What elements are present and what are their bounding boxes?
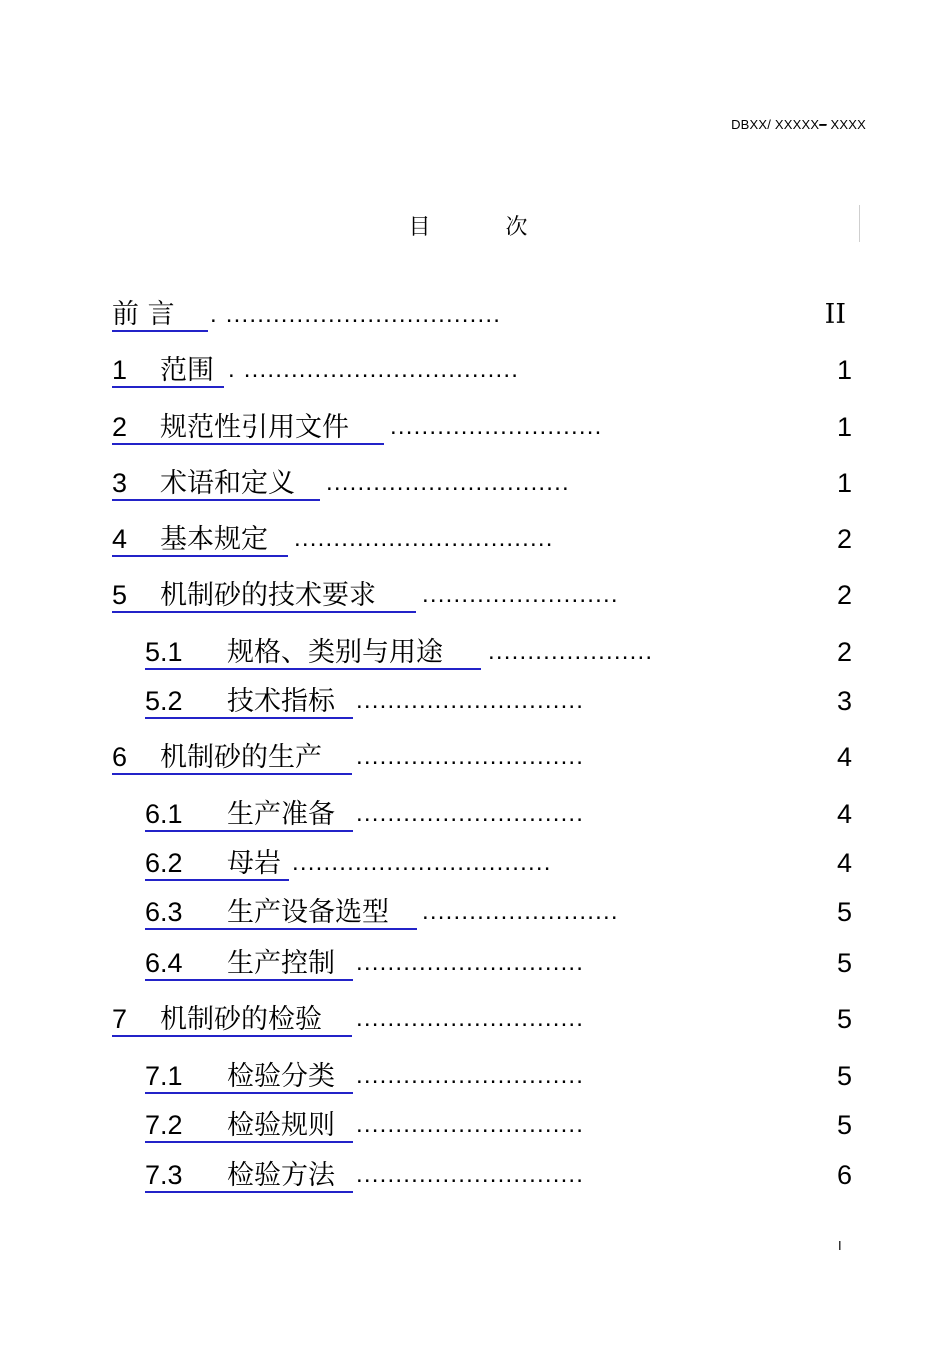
toc-entry-page-number: 6	[836, 1160, 852, 1190]
toc-entry-link[interactable]	[112, 353, 224, 388]
toc-entry-underline	[112, 443, 384, 445]
toc-entry-number: 7.2	[145, 1110, 183, 1140]
toc-entry-label: 生产准备	[227, 799, 335, 830]
toc-entry-leader-dots: .............................	[356, 1005, 585, 1032]
toc-entry-underline	[112, 773, 352, 775]
toc-entry-link[interactable]	[112, 410, 384, 445]
toc-entry-leader-dots: . ...................................	[228, 356, 520, 383]
toc-entry-page-number: 2	[836, 580, 852, 610]
toc-entry-number: 4	[112, 524, 128, 554]
toc-entry-number: 6.1	[145, 799, 183, 829]
toc-entry-label: 机制砂的检验	[160, 1004, 322, 1035]
toc-entry-number: 5	[112, 580, 128, 610]
toc-entry-underline	[145, 1191, 353, 1193]
toc-entry-leader-dots: .............................	[356, 743, 585, 770]
toc-entry-label: 技术指标	[227, 686, 335, 717]
toc-entry-number: 7.1	[145, 1061, 183, 1091]
toc-entry-link[interactable]	[145, 684, 353, 719]
toc-title: 目 次	[408, 215, 562, 240]
toc-entry-label: 母岩	[227, 848, 281, 879]
toc-entry-underline	[145, 1092, 353, 1094]
toc-entry-link[interactable]	[112, 466, 320, 501]
toc-entry-underline	[112, 499, 320, 501]
toc-entry-label: 基本规定	[160, 524, 268, 555]
toc-entry-page-number: 2	[836, 637, 852, 667]
toc-entry-page-number: 5	[836, 1004, 852, 1034]
toc-entry-page-number: 2	[836, 524, 852, 554]
toc-entry-label: 规格、类别与用途	[227, 637, 443, 668]
toc-entry-underline	[112, 330, 208, 332]
toc-entry-label: 检验分类	[227, 1061, 335, 1092]
toc-entry-page-number: 5	[836, 948, 852, 978]
toc-entry-number: 3	[112, 468, 128, 498]
toc-entry-label: 检验方法	[227, 1160, 335, 1191]
toc-entry-page-number: 5	[836, 1110, 852, 1140]
toc-entry-underline	[145, 879, 289, 881]
toc-entry-link[interactable]	[145, 895, 417, 930]
toc-entry-number: 7.3	[145, 1160, 183, 1190]
toc-entry-link[interactable]	[145, 635, 481, 670]
toc-entry-page-number: 1	[836, 412, 852, 442]
toc-entry-leader-dots: .............................	[356, 1062, 585, 1089]
toc-entry-number: 2	[112, 412, 128, 442]
toc-entry-page-number: 5	[836, 897, 852, 927]
toc-entry-label: 规范性引用文件	[160, 412, 349, 443]
toc-entry-link[interactable]	[145, 846, 289, 881]
toc-entry-link[interactable]	[112, 1002, 352, 1037]
toc-entry-number: 7	[112, 1004, 128, 1034]
toc-entry-leader-dots: .............................	[356, 1161, 585, 1188]
toc-entry-underline	[112, 1035, 352, 1037]
toc-entry-leader-dots: .................................	[292, 849, 552, 876]
toc-entry-label: 范围	[160, 355, 214, 386]
toc-entry-label: 机制砂的技术要求	[160, 580, 376, 611]
toc-entry-leader-dots: .........................	[422, 898, 619, 925]
toc-entry-label: 生产控制	[227, 948, 335, 979]
toc-entry-number: 1	[112, 355, 128, 385]
toc-entry-page-number: 4	[836, 848, 852, 878]
toc-entry-page-number: 4	[836, 799, 852, 829]
toc-entry-underline	[145, 830, 353, 832]
toc-entry-number: 5.2	[145, 686, 183, 716]
toc-entry-leader-dots: . ...................................	[210, 301, 502, 328]
toc-entry-underline	[112, 611, 416, 613]
toc-entry-link[interactable]	[145, 1158, 353, 1193]
document-code-prefix: DBXX/ XXXXX	[731, 117, 820, 132]
toc-entry-link[interactable]	[145, 1059, 353, 1094]
toc-entry-page-number: 5	[836, 1061, 852, 1091]
toc-entry-leader-dots: .....................	[488, 638, 654, 665]
toc-entry-leader-dots: .............................	[356, 1111, 585, 1138]
document-code-dash: –	[819, 117, 827, 132]
toc-entry-number: 6.3	[145, 897, 183, 927]
toc-entry-underline	[145, 928, 417, 930]
toc-entry-page-number: 3	[836, 686, 852, 716]
toc-entry-link[interactable]	[112, 740, 352, 775]
toc-entry-link[interactable]	[145, 797, 353, 832]
toc-entry-leader-dots: ...............................	[326, 469, 570, 496]
toc-entry-leader-dots: ...........................	[390, 413, 603, 440]
toc-entry-label: 前 言	[112, 299, 175, 330]
toc-entry-label: 术语和定义	[160, 468, 295, 499]
toc-entry-underline	[112, 555, 288, 557]
toc-entry-link[interactable]	[145, 1108, 353, 1143]
toc-entry-link[interactable]	[112, 522, 288, 557]
toc-entry-leader-dots: .........................	[422, 581, 619, 608]
footer-page-number: I	[838, 1238, 842, 1253]
toc-entry-leader-dots: .................................	[294, 525, 554, 552]
toc-entry-underline	[145, 668, 481, 670]
toc-entry-page-number: 4	[836, 742, 852, 772]
toc-entry-leader-dots: .............................	[356, 687, 585, 714]
document-code-suffix: XXXX	[826, 117, 866, 132]
toc-entry-leader-dots: .............................	[356, 800, 585, 827]
toc-entry-number: 6	[112, 742, 128, 772]
toc-entry-link[interactable]	[145, 946, 353, 981]
toc-entry-label: 检验规则	[227, 1110, 335, 1141]
toc-entry-underline	[145, 717, 353, 719]
toc-entry-link[interactable]	[112, 298, 208, 332]
toc-entry-label: 机制砂的生产	[160, 742, 322, 773]
toc-entry-page-number: II	[824, 299, 846, 330]
toc-entry-underline	[145, 1141, 353, 1143]
toc-entry-page-number: 1	[836, 355, 852, 385]
toc-entry-page-number: 1	[836, 468, 852, 498]
toc-entry-underline	[112, 386, 224, 388]
toc-entry-number: 6.4	[145, 948, 183, 978]
toc-entry-leader-dots: .............................	[356, 949, 585, 976]
toc-entry-link[interactable]	[112, 578, 416, 613]
toc-entry-label: 生产设备选型	[227, 897, 389, 928]
toc-entry-number: 5.1	[145, 637, 183, 667]
toc-entry-number: 6.2	[145, 848, 183, 878]
toc-entry-underline	[145, 979, 353, 981]
